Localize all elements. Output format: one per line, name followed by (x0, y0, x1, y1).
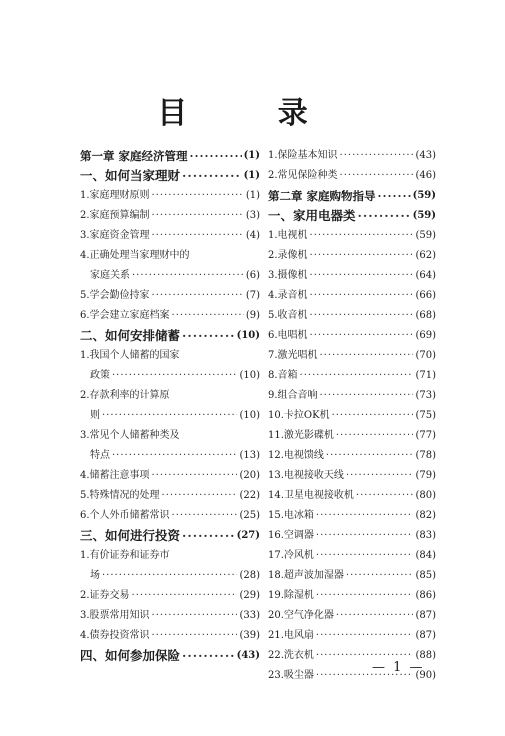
dot-leader (310, 246, 414, 266)
dot-leader (112, 366, 237, 386)
dot-leader (340, 146, 414, 166)
toc-entry-page: (85) (415, 570, 436, 581)
toc-entry (268, 306, 436, 326)
toc-entry-label: 11.激光影碟机 (268, 430, 334, 441)
toc-entry-label: 19.除湿机 (268, 590, 314, 601)
toc-entry-page: (79) (415, 470, 436, 481)
toc-entry-page: (59) (415, 230, 436, 241)
toc-entry (80, 546, 260, 566)
toc-entry-page: (39) (239, 630, 260, 641)
toc-entry-label: 4.债券投资常识 (80, 630, 150, 641)
dot-leader (316, 506, 414, 526)
dot-leader (152, 206, 244, 226)
toc-entry (268, 406, 436, 426)
dot-leader (316, 586, 414, 606)
toc-entry (268, 146, 436, 166)
toc-entry-page: (77) (415, 430, 436, 441)
toc-entry (80, 306, 260, 326)
toc-entry-label: 8.音箱 (268, 370, 298, 381)
dot-leader (316, 626, 414, 646)
toc-entry-label: 4.录音机 (268, 290, 308, 301)
page-number: — 1 — (372, 660, 425, 675)
toc-entry-label: 1.家庭理财原则 (80, 190, 150, 201)
toc-entry-label: 14.卫星电视接收机 (268, 490, 354, 501)
toc-entry-page: (69) (415, 330, 436, 341)
dot-leader (316, 526, 414, 546)
dot-leader (152, 186, 244, 206)
toc-entry (80, 386, 260, 406)
toc-entry (268, 166, 436, 186)
toc-entry (80, 426, 260, 446)
dot-leader (310, 326, 414, 346)
toc-entry-label: 2.常见保险种类 (268, 170, 338, 181)
toc-left-column (80, 146, 260, 666)
toc-entry (268, 466, 436, 486)
toc-entry-label: 6.学会建立家庭档案 (80, 310, 170, 321)
dot-leader (132, 266, 244, 286)
toc-entry-page: (73) (415, 390, 436, 401)
toc-entry-label: 一、如何当家理财 (80, 168, 181, 183)
toc-entry-page: (28) (239, 570, 260, 581)
toc-entry-label: 3.摄像机 (268, 270, 308, 281)
toc-entry-page: (4) (245, 230, 260, 241)
toc-entry-page: (70) (415, 350, 436, 361)
dot-leader (182, 166, 242, 186)
toc-entry (268, 246, 436, 266)
toc-entry (268, 366, 436, 386)
dot-leader (340, 166, 414, 186)
toc-entry (80, 226, 260, 246)
dot-leader (152, 466, 238, 486)
toc-entry (80, 346, 260, 366)
toc-entry-label: 二、如何安排储蓄 (80, 328, 181, 343)
toc-entry-page: (84) (415, 550, 436, 561)
toc-entry (268, 286, 436, 306)
toc-entry-page: (10) (236, 330, 260, 341)
toc-entry-label: 2.证券交易 (80, 590, 130, 601)
toc-entry-page: (59) (412, 210, 436, 221)
dot-leader (300, 366, 414, 386)
toc-entry-label: 三、如何进行投资 (80, 528, 181, 543)
toc-entry (268, 526, 436, 546)
toc-entry-label: 15.电冰箱 (268, 510, 314, 521)
toc-entry-page: (64) (415, 270, 436, 281)
toc-entry (268, 566, 436, 586)
dot-leader (320, 386, 414, 406)
toc-entry-page: (6) (245, 270, 260, 281)
toc-entry (80, 246, 260, 266)
toc-entry-label: 22.洗衣机 (268, 650, 314, 661)
dot-leader (346, 566, 414, 586)
dot-leader (320, 346, 414, 366)
toc-entry (80, 186, 260, 206)
dot-leader (102, 566, 237, 586)
dot-leader (310, 286, 414, 306)
toc-entry (80, 526, 260, 546)
toc-entry-page: (43) (236, 650, 260, 661)
toc-entry-page: (1) (243, 150, 260, 161)
toc-entry-label: 16.空调器 (268, 530, 314, 541)
toc-entry-page: (90) (415, 670, 436, 681)
toc-entry (268, 506, 436, 526)
toc-entry-page: (27) (236, 530, 260, 541)
toc-entry (80, 506, 260, 526)
toc-entry-page: (71) (415, 370, 436, 381)
toc-entry (268, 186, 436, 206)
toc-entry (80, 146, 260, 166)
dot-leader (310, 226, 414, 246)
toc-entry-label: 第一章 家庭经济管理 (80, 149, 188, 163)
toc-entry-page: (86) (415, 590, 436, 601)
dot-leader (378, 186, 411, 206)
toc-entry-page: (33) (239, 610, 260, 621)
dot-leader (332, 406, 414, 426)
toc-entry-page: (9) (245, 310, 260, 321)
toc-entry-page: (59) (412, 190, 436, 201)
toc-entry (80, 466, 260, 486)
toc-entry-label: 3.常见个人储蓄种类及 (80, 430, 180, 441)
dot-leader (102, 406, 237, 426)
toc-entry-label: 4.储蓄注意事项 (80, 470, 150, 481)
toc-entry (80, 646, 260, 666)
toc-entry-page: (75) (415, 410, 436, 421)
toc-entry (80, 626, 260, 646)
toc-entry-page: (13) (239, 450, 260, 461)
dot-leader (152, 606, 238, 626)
toc-entry-label: 3.家庭资金管理 (80, 230, 150, 241)
toc-entry-label: 10.卡拉OK机 (268, 410, 330, 421)
toc-entry-page: (66) (415, 290, 436, 301)
toc-entry-page: (22) (239, 490, 260, 501)
toc-entry (268, 266, 436, 286)
toc-entry-page: (25) (239, 510, 260, 521)
dot-leader (152, 226, 244, 246)
toc-entry (268, 446, 436, 466)
dot-leader (172, 506, 238, 526)
toc-entry-label: 政策 (90, 370, 110, 381)
toc-entry-page: (88) (415, 650, 436, 661)
dot-leader (172, 306, 244, 326)
toc-entry-label: 四、如何参加保险 (80, 648, 181, 663)
dot-leader (190, 146, 242, 166)
dot-leader (152, 286, 244, 306)
toc-entry-label: 1.我国个人储蓄的国家 (80, 350, 180, 361)
toc-entry-label: 18.超声波加湿器 (268, 570, 344, 581)
toc-entry-label: 4.正确处理当家理财中的 (80, 250, 190, 261)
toc-entry (80, 366, 260, 386)
toc-entry-page: (87) (415, 610, 436, 621)
toc-entry-page: (1) (245, 190, 260, 201)
dot-leader (182, 326, 235, 346)
toc-entry-page: (78) (415, 450, 436, 461)
toc-entry-page: (43) (415, 150, 436, 161)
toc-entry-page: (87) (415, 630, 436, 641)
toc-entry-page: (3) (245, 210, 260, 221)
toc-entry-label: 17.冷风机 (268, 550, 314, 561)
dot-leader (336, 606, 414, 626)
dot-leader (162, 486, 238, 506)
toc-entry (80, 446, 260, 466)
page-title: 目 录 (157, 96, 348, 131)
dot-leader (310, 266, 414, 286)
dot-leader (112, 446, 237, 466)
toc-entry (268, 226, 436, 246)
toc-entry-label: 1.电视机 (268, 230, 308, 241)
toc-entry-label: 2.存款利率的计算原 (80, 390, 170, 401)
toc-entry (268, 546, 436, 566)
toc-entry-label: 6.个人外币储蓄常识 (80, 510, 170, 521)
dot-leader (336, 426, 414, 446)
toc-entry-label: 23.吸尘器 (268, 670, 314, 681)
toc-entry-label: 13.电视接收天线 (268, 470, 344, 481)
toc-entry (268, 326, 436, 346)
dot-leader (310, 306, 414, 326)
toc-entry-label: 一、家用电器类 (268, 208, 356, 223)
toc-entry-page: (20) (239, 470, 260, 481)
toc-entry-label: 6.电唱机 (268, 330, 308, 341)
toc-entry (80, 266, 260, 286)
toc-entry-page: (7) (245, 290, 260, 301)
toc-entry-page: (83) (415, 530, 436, 541)
toc-entry-page: (29) (239, 590, 260, 601)
toc-entry-label: 家庭关系 (90, 270, 130, 281)
toc-entry-label: 2.录像机 (268, 250, 308, 261)
toc-entry-label: 1.有价证券和证券市 (80, 550, 170, 561)
dot-leader (316, 546, 414, 566)
toc-entry-page: (1) (243, 170, 260, 181)
toc-entry-page: (68) (415, 310, 436, 321)
toc-entry (268, 346, 436, 366)
toc-entry (80, 606, 260, 626)
toc-entry-page: (82) (415, 510, 436, 521)
toc-entry-label: 第二章 家庭购物指导 (268, 189, 376, 203)
dot-leader (358, 206, 411, 226)
toc-entry (268, 606, 436, 626)
toc-entry-page: (10) (239, 370, 260, 381)
dot-leader (182, 646, 235, 666)
toc-right-column (268, 146, 436, 686)
toc-entry (80, 326, 260, 346)
toc-entry-label: 12.电视馈线 (268, 450, 324, 461)
dot-leader (326, 446, 414, 466)
toc-entry-label: 3.股票常用知识 (80, 610, 150, 621)
toc-entry (268, 626, 436, 646)
toc-entry-label: 5.学会勤俭持家 (80, 290, 150, 301)
dot-leader (346, 466, 414, 486)
toc-entry (80, 286, 260, 306)
toc-entry-page: (80) (415, 490, 436, 501)
toc-entry (80, 406, 260, 426)
toc-entry-label: 5.收音机 (268, 310, 308, 321)
toc-entry-label: 2.家庭预算编制 (80, 210, 150, 221)
toc-entry (268, 386, 436, 406)
toc-entry-label: 则 (90, 410, 100, 421)
toc-entry (80, 566, 260, 586)
dot-leader (356, 486, 414, 506)
toc-entry-label: 20.空气净化器 (268, 610, 334, 621)
toc-entry (268, 586, 436, 606)
toc-entry-label: 9.组合音响 (268, 390, 318, 401)
dot-leader (132, 586, 238, 606)
toc-entry (268, 486, 436, 506)
toc-entry-label: 5.特殊情况的处理 (80, 490, 160, 501)
toc-entry-label: 特点 (90, 450, 110, 461)
toc-entry (268, 206, 436, 226)
toc-entry (80, 206, 260, 226)
toc-entry (268, 426, 436, 446)
dot-leader (152, 626, 238, 646)
dot-leader (182, 526, 235, 546)
toc-entry-label: 21.电风扇 (268, 630, 314, 641)
toc-entry-page: (10) (239, 410, 260, 421)
toc-entry (80, 166, 260, 186)
toc-entry (80, 486, 260, 506)
toc-entry-page: (46) (415, 170, 436, 181)
toc-entry-page: (62) (415, 250, 436, 261)
toc-entry-label: 场 (90, 570, 100, 581)
toc-entry-label: 7.激光唱机 (268, 350, 318, 361)
toc-entry (80, 586, 260, 606)
toc-entry-label: 1.保险基本知识 (268, 150, 338, 161)
